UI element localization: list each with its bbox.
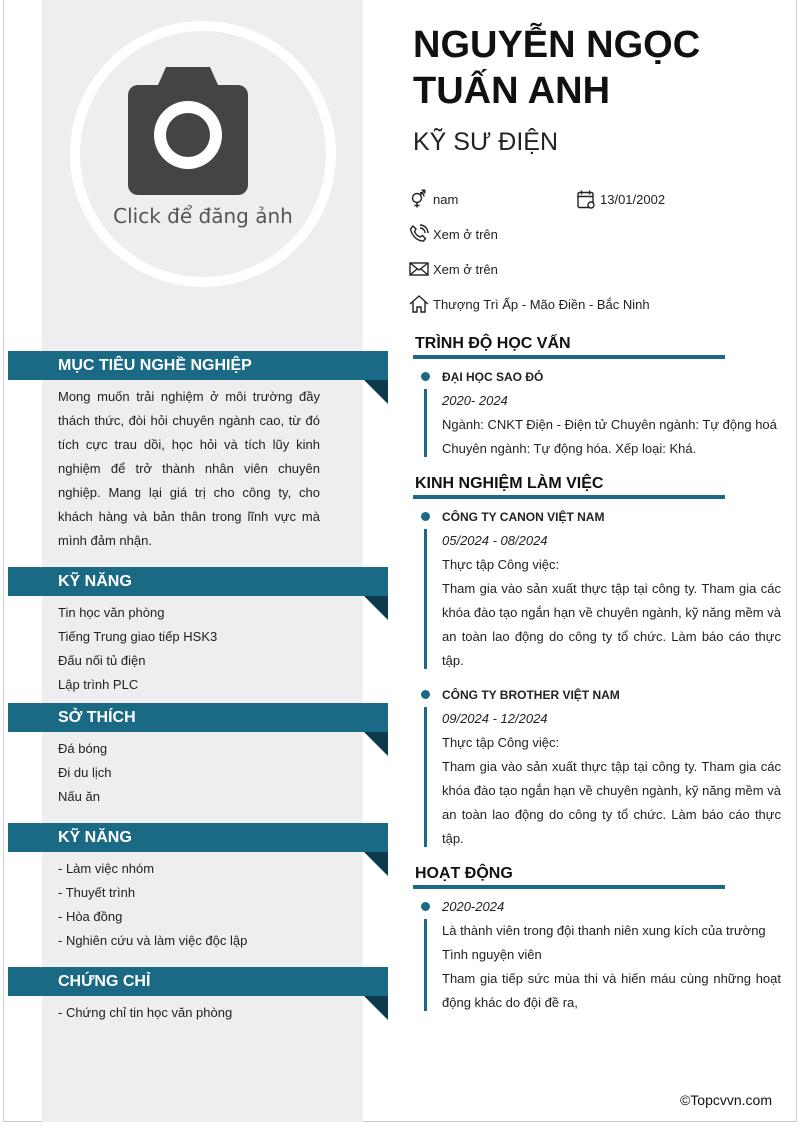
section-heading: HOẠT ĐỘNG — [415, 865, 513, 882]
experience-section — [413, 473, 781, 855]
timeline-dot — [421, 690, 430, 699]
education-item — [413, 365, 781, 461]
banner-fold — [364, 732, 388, 756]
timeline-line — [424, 919, 427, 1011]
soft-skill-item: - Nghiên cứu và làm việc độc lập — [58, 933, 248, 948]
birthdate-value: 13/01/2002 — [600, 191, 666, 207]
birthdate-row — [576, 189, 665, 209]
timeline-line — [424, 529, 427, 669]
objective-heading: MỤC TIÊU NGHỀ NGHIỆP — [8, 351, 388, 380]
skills-list — [58, 601, 320, 697]
role: Thực tập Công việc: — [442, 735, 560, 750]
company-name: CÔNG TY BROTHER VIỆT NAM — [442, 688, 620, 702]
skills-heading: KỸ NĂNG — [8, 567, 388, 596]
section-heading: TRÌNH ĐỘ HỌC VẤN — [415, 335, 571, 352]
address-value: Thượng Trì Ấp - Mão Điền - Bắc Ninh — [433, 296, 650, 312]
banner-fold — [364, 380, 388, 404]
banner-fold — [364, 596, 388, 620]
objective-text: Mong muốn trải nghiệm ở môi trường đầy thách thức, đòi hỏi chuyên ngành cao, từ đó tích cực trau dồi, học hỏi và tích lũy kinh nghiệm để trở thành nhân viên chuyên nghiệp. Mang lại giá trị cho công ty, cho khách hàng và bản thân trong lĩnh vực mà mình đảm nhận. — [58, 389, 320, 548]
soft-skill-item: - Làm việc nhóm — [58, 861, 155, 876]
certificates-heading: CHỨNG CHỈ — [8, 967, 388, 996]
skill-item: Đấu nối tủ điện — [58, 653, 146, 668]
section-underline — [413, 885, 725, 889]
education-section — [413, 333, 781, 465]
banner-fold — [364, 852, 388, 876]
date-range: 09/2024 - 12/2024 — [442, 711, 548, 726]
soft-skill-item: - Hòa đồng — [58, 909, 123, 924]
company-name: CÔNG TY CANON VIỆT NAM — [442, 510, 605, 524]
date-range: 2020- 2024 — [442, 393, 508, 408]
description: Tham gia vào sản xuất thực tập tại công ty. Tham gia các khóa đào tạo ngắn hạn về chuyên ngành, kỹ năng mềm và an toàn lao động do công ty tổ chức. Làm báo cáo thực tập. — [442, 759, 781, 846]
hobbies-heading: SỞ THÍCH — [8, 703, 388, 732]
section-underline — [413, 495, 725, 499]
timeline-line — [424, 707, 427, 847]
camera-icon — [128, 67, 248, 197]
activities-section — [413, 863, 781, 1019]
section-heading: KINH NGHIỆM LÀM VIỆC — [415, 475, 604, 492]
hobby-item: Nấu ăn — [58, 789, 100, 804]
activity-item — [413, 895, 781, 1015]
envelope-icon — [409, 259, 429, 279]
email-value: Xem ở trên — [433, 261, 498, 277]
soft-skills-heading: KỸ NĂNG — [8, 823, 388, 852]
email-row — [409, 259, 498, 279]
skill-item: Tiếng Trung giao tiếp HSK3 — [58, 629, 218, 644]
detail-line: Tình nguyện viên — [442, 947, 542, 962]
detail-line: Là thành viên trong đội thanh niên xung kích của trường — [442, 923, 766, 938]
date-range: 05/2024 - 08/2024 — [442, 533, 548, 548]
candidate-name — [413, 22, 700, 114]
timeline-line — [424, 389, 427, 457]
school-name: ĐẠI HỌC SAO ĐỎ — [442, 370, 544, 384]
experience-item — [413, 683, 781, 851]
timeline-dot — [421, 372, 430, 381]
description: Tham gia vào sản xuất thực tập tại công ty. Tham gia các khóa đào tạo ngắn hạn về chuyên ngành, kỹ năng mềm và an toàn lao động do công ty tổ chức. Làm báo cáo thực tập. — [442, 581, 781, 668]
phone-value: Xem ở trên — [433, 226, 498, 242]
date-range: 2020-2024 — [442, 899, 505, 914]
description: Tham gia tiếp sức mùa thi và hiến máu cùng những hoạt động khác do đội đề ra, — [442, 971, 781, 1010]
certificates-list — [58, 1001, 320, 1025]
soft-skill-item: - Thuyết trình — [58, 885, 136, 900]
hobbies-list — [58, 737, 320, 809]
skill-item: Tin học văn phòng — [58, 605, 165, 620]
timeline-dot — [421, 902, 430, 911]
gender-row — [409, 189, 458, 209]
gender-icon — [409, 189, 429, 209]
photo-label: Click để đăng ảnh — [113, 204, 293, 228]
role: Thực tập Công việc: — [442, 557, 560, 572]
experience-item — [413, 505, 781, 673]
detail-line: Chuyên ngành: Tự động hóa. Xếp loại: Khá. — [442, 441, 697, 456]
phone-icon — [409, 224, 429, 244]
home-icon — [409, 294, 429, 314]
gender-value: nam — [433, 191, 459, 207]
job-title: KỸ SƯ ĐIỆN — [413, 128, 558, 156]
detail-line: Ngành: CNKT Điện - Điện tử Chuyên ngành: Tự động hoá — [442, 417, 777, 432]
cv-page — [3, 0, 797, 1122]
skill-item: Lập trình PLC — [58, 677, 139, 692]
address-row — [409, 294, 650, 314]
banner-fold — [364, 996, 388, 1020]
name-line: TUẤN ANH — [413, 70, 611, 112]
photo-upload[interactable] — [70, 21, 336, 287]
name-line: NGUYỄN NGỌC — [413, 24, 701, 66]
hobby-item: Đi du lịch — [58, 765, 112, 780]
certificate-item: - Chứng chỉ tin học văn phòng — [58, 1005, 233, 1020]
hobby-item: Đá bóng — [58, 741, 108, 756]
phone-row — [409, 224, 498, 244]
calendar-icon — [576, 189, 596, 209]
section-underline — [413, 355, 725, 359]
soft-skills-list — [58, 857, 320, 953]
copyright: ©Topcvvn.com — [679, 1092, 772, 1108]
timeline-dot — [421, 512, 430, 521]
